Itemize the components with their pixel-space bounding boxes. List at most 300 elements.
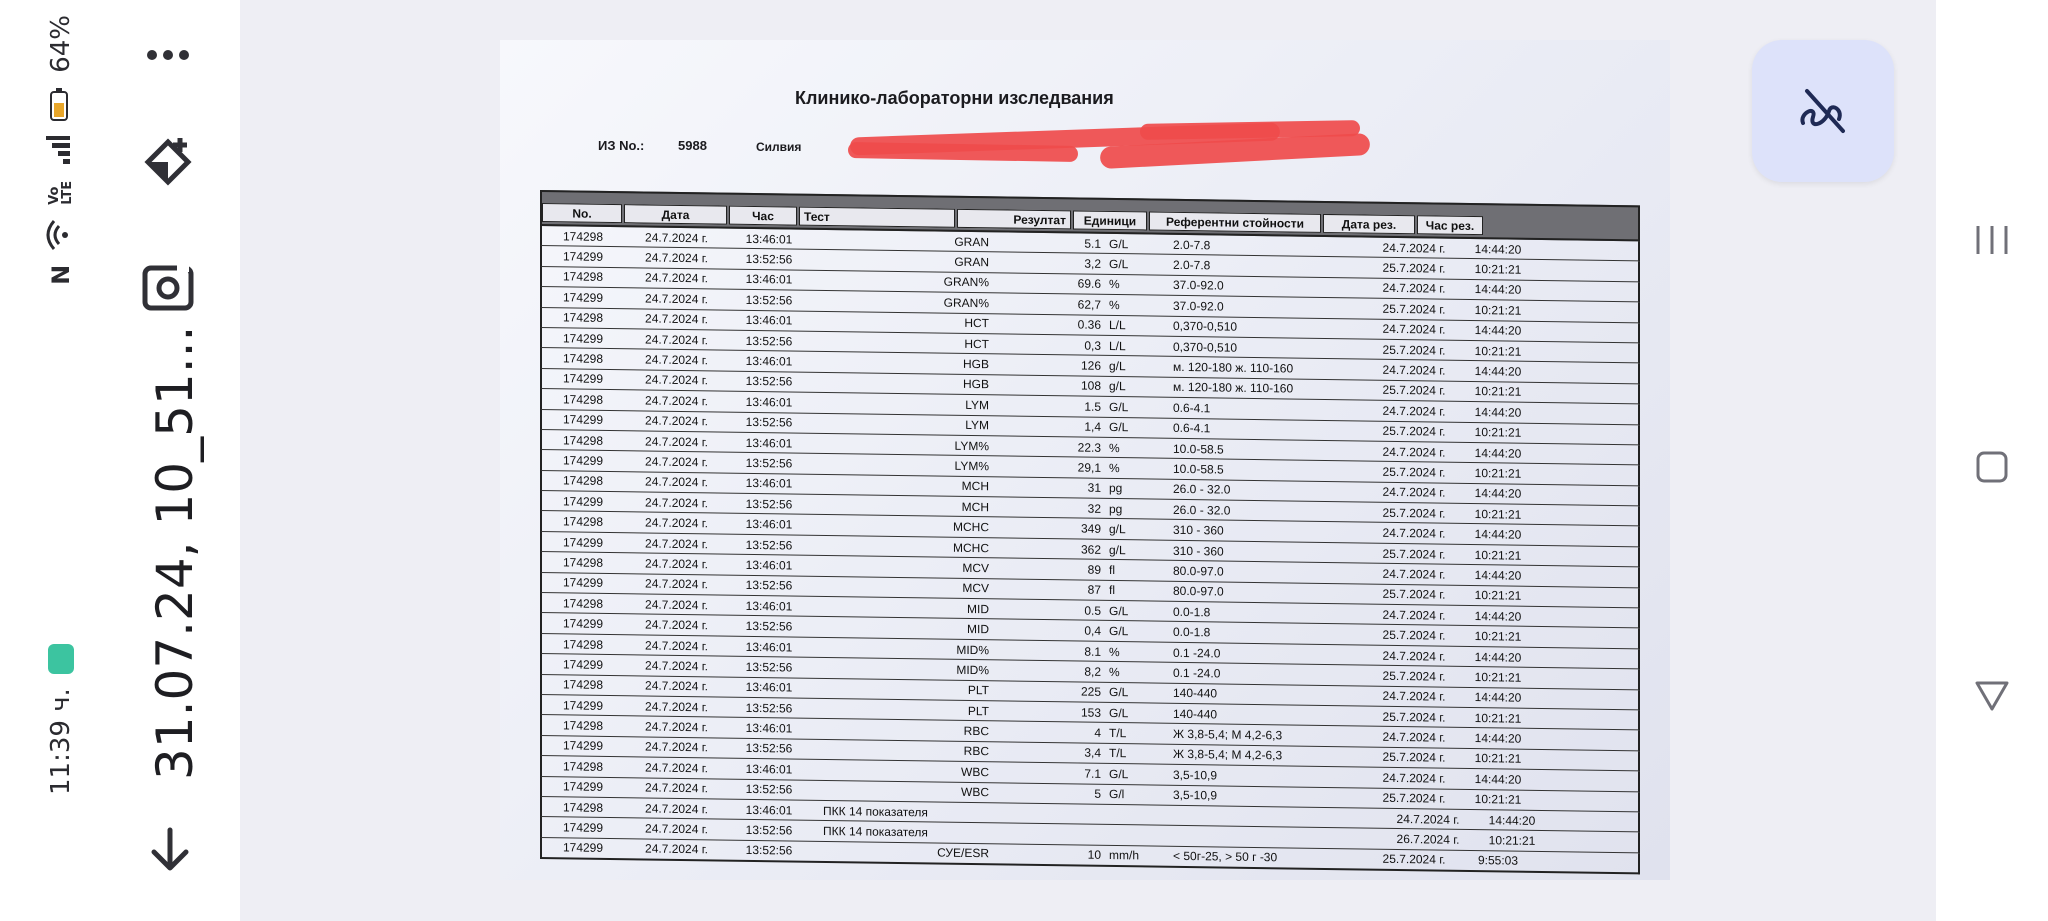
camera-lens-icon bbox=[141, 262, 195, 312]
cell-unit: G/L bbox=[1109, 685, 1129, 700]
cell-test: ПКК 14 показателя bbox=[823, 803, 928, 820]
cell-result-time: 10:21:21 bbox=[1474, 262, 1522, 277]
cell-number: 174299 bbox=[562, 330, 604, 346]
cell-number: 174298 bbox=[562, 677, 604, 693]
cell-result-date: 24.7.2024 г. bbox=[1382, 648, 1446, 664]
cell-result: 126 bbox=[1080, 358, 1101, 373]
battery-icon bbox=[46, 87, 76, 121]
cell-result-date: 24.7.2024 г. bbox=[1382, 607, 1446, 623]
cell-date: 24.7.2024 г. bbox=[645, 617, 708, 633]
cell-result: 10 bbox=[1087, 848, 1101, 863]
iz-value: 5988 bbox=[678, 138, 707, 153]
cell-number: 174298 bbox=[562, 514, 604, 530]
cell-reference: 2.0-7.8 bbox=[1173, 237, 1211, 253]
cell-unit bbox=[1119, 835, 1179, 836]
cell-unit bbox=[1119, 815, 1179, 816]
cell-test: HCT bbox=[964, 316, 989, 331]
cell-result: 89 bbox=[1087, 562, 1101, 577]
cell-test: LYM% bbox=[954, 458, 989, 474]
cell-reference: 0.1 -24.0 bbox=[1173, 665, 1221, 681]
cell-reference: 0,370-0,510 bbox=[1173, 319, 1238, 334]
cell-number: 174299 bbox=[562, 820, 604, 835]
cell-result-time: 10:21:21 bbox=[1474, 792, 1522, 807]
cell-result: 4 bbox=[1094, 725, 1101, 740]
cell-number: 174298 bbox=[562, 555, 604, 570]
edit-shapes-icon bbox=[140, 132, 196, 188]
cell-date: 24.7.2024 г. bbox=[645, 250, 708, 266]
cell-result-date: 24.7.2024 г. bbox=[1382, 729, 1446, 745]
cell-result-date: 25.7.2024 г. bbox=[1382, 790, 1446, 806]
cell-unit: pg bbox=[1109, 501, 1123, 516]
cell-test: GRAN bbox=[954, 234, 989, 249]
cell-test: MID% bbox=[956, 642, 989, 657]
cell-date: 24.7.2024 г. bbox=[645, 495, 708, 511]
cell-date: 24.7.2024 г. bbox=[645, 760, 708, 776]
cell-result-time: 14:44:20 bbox=[1474, 282, 1522, 298]
notification-badge bbox=[48, 644, 74, 674]
cell-date: 24.7.2024 г. bbox=[645, 637, 708, 653]
cell-result-date: 24.7.2024 г. bbox=[1382, 444, 1446, 460]
cell-number: 174299 bbox=[562, 616, 604, 631]
cell-number: 174298 bbox=[562, 799, 604, 815]
cell-result-date: 25.7.2024 г. bbox=[1382, 709, 1446, 725]
cell-unit: G/L bbox=[1109, 603, 1129, 618]
cell-time: 13:52:56 bbox=[745, 578, 793, 593]
cell-result-date: 25.7.2024 г. bbox=[1382, 260, 1446, 276]
cell-result-date: 24.7.2024 г. bbox=[1382, 770, 1446, 786]
cell-time: 13:46:01 bbox=[745, 598, 793, 614]
cell-result-time: 10:21:21 bbox=[1474, 425, 1522, 440]
cell-unit: G/L bbox=[1109, 257, 1129, 272]
cell-result-date: 24.7.2024 г. bbox=[1382, 281, 1446, 297]
cell-result: 69.6 bbox=[1077, 276, 1101, 292]
cell-unit: % bbox=[1109, 460, 1120, 476]
cell-result-time: 14:44:20 bbox=[1488, 812, 1536, 828]
cell-reference: м. 120-180 ж. 110-160 bbox=[1173, 359, 1294, 376]
cell-result-time: 14:44:20 bbox=[1474, 608, 1522, 624]
cell-result: 153 bbox=[1080, 705, 1101, 720]
cell-time: 13:46:01 bbox=[745, 639, 793, 655]
cell-date: 24.7.2024 г. bbox=[645, 821, 708, 837]
cell-time: 13:46:01 bbox=[745, 680, 793, 695]
cell-test: GRAN% bbox=[943, 295, 989, 311]
cell-result-time: 9:55:03 bbox=[1477, 853, 1519, 869]
cell-result-date: 24.7.2024 г. bbox=[1382, 362, 1446, 378]
cell-date: 24.7.2024 г. bbox=[645, 311, 708, 327]
cell-number: 174298 bbox=[562, 473, 604, 489]
cell-time: 13:46:01 bbox=[745, 517, 793, 532]
lab-report bbox=[500, 40, 1670, 880]
cell-reference: 0.6-4.1 bbox=[1173, 400, 1211, 416]
cell-unit: % bbox=[1109, 277, 1120, 292]
cell-unit: g/L bbox=[1109, 542, 1126, 557]
cell-result-time: 14:44:20 bbox=[1474, 649, 1522, 665]
patient-name: Силвия bbox=[756, 140, 802, 154]
cell-reference: 37.0-92.0 bbox=[1173, 298, 1224, 314]
cell-result: 32 bbox=[1087, 501, 1101, 516]
cell-number: 174299 bbox=[562, 494, 604, 509]
cell-date: 24.7.2024 г. bbox=[645, 434, 708, 449]
cell-time: 13:46:01 bbox=[745, 313, 793, 328]
cell-result-date: 24.7.2024 г. bbox=[1382, 525, 1446, 541]
cell-date: 24.7.2024 г. bbox=[645, 372, 708, 388]
cell-test: HGB bbox=[962, 377, 989, 392]
cell-result-date: 25.7.2024 г. bbox=[1382, 505, 1446, 521]
cell-date: 24.7.2024 г. bbox=[645, 739, 708, 755]
cell-test: СУЕ/ESR bbox=[937, 845, 989, 861]
back-nav-button[interactable] bbox=[1936, 660, 2048, 730]
cell-result: 0,4 bbox=[1084, 623, 1101, 638]
cell-result-date: 25.7.2024 г. bbox=[1382, 627, 1446, 643]
cell-time: 13:52:56 bbox=[745, 822, 793, 838]
cell-time: 13:52:56 bbox=[745, 333, 793, 349]
cell-number: 174299 bbox=[562, 371, 604, 387]
cell-number: 174299 bbox=[562, 657, 604, 672]
cell-number: 174298 bbox=[562, 636, 604, 652]
cell-date: 24.7.2024 г. bbox=[645, 230, 708, 246]
cell-reference: 10.0-58.5 bbox=[1173, 441, 1224, 457]
cell-time: 13:46:01 bbox=[745, 353, 793, 369]
cell-result: 62,7 bbox=[1077, 297, 1101, 312]
cell-date: 24.7.2024 г. bbox=[645, 393, 708, 409]
more-options-button[interactable] bbox=[140, 35, 196, 75]
cell-number: 174298 bbox=[562, 392, 604, 407]
file-title: 31.07.24, 10_51... bbox=[146, 325, 204, 780]
cell-test: LYM% bbox=[954, 438, 989, 453]
cell-time: 13:52:56 bbox=[745, 659, 793, 675]
cell-reference: 0.0-1.8 bbox=[1173, 624, 1211, 640]
cell-unit: T/L bbox=[1109, 746, 1127, 761]
cell-test: MCV bbox=[962, 560, 989, 576]
cell-test: WBC bbox=[961, 764, 989, 780]
cell-reference: 26.0 - 32.0 bbox=[1173, 482, 1231, 498]
cell-date: 24.7.2024 г. bbox=[645, 597, 708, 613]
cell-number: 174298 bbox=[562, 310, 604, 326]
cell-number: 174298 bbox=[562, 432, 604, 448]
cell-test: PLT bbox=[967, 683, 989, 698]
cell-reference: 310 - 360 bbox=[1173, 543, 1224, 559]
cell-number: 174298 bbox=[562, 718, 604, 733]
cell-number: 174299 bbox=[562, 534, 604, 550]
cell-result-date: 24.7.2024 г. bbox=[1382, 485, 1446, 501]
cell-result: 349 bbox=[1080, 521, 1101, 536]
cell-time: 13:46:01 bbox=[745, 557, 793, 573]
cell-time: 13:52:56 bbox=[745, 292, 793, 308]
cell-result: 1,4 bbox=[1084, 419, 1101, 435]
cell-time: 13:46:01 bbox=[745, 435, 793, 451]
cell-result-time: 14:44:20 bbox=[1474, 690, 1522, 705]
cell-unit: G/L bbox=[1109, 236, 1129, 251]
cell-result-date: 25.7.2024 г. bbox=[1382, 852, 1446, 868]
cell-date: 24.7.2024 г. bbox=[645, 780, 708, 796]
cell-date: 24.7.2024 г. bbox=[645, 454, 708, 470]
cell-reference: м. 120-180 ж. 110-160 bbox=[1173, 380, 1294, 396]
cell-result-time: 10:21:21 bbox=[1488, 833, 1536, 848]
column-header: No. bbox=[542, 203, 622, 223]
cell-unit: T/L bbox=[1109, 726, 1127, 741]
cell-test: RBC bbox=[963, 723, 989, 739]
cell-unit: G/L bbox=[1109, 624, 1129, 639]
signal-icon bbox=[45, 135, 78, 165]
cell-result-time: 10:21:21 bbox=[1474, 629, 1522, 644]
cell-result-date: 25.7.2024 г. bbox=[1382, 668, 1446, 684]
cell-test: GRAN% bbox=[943, 275, 989, 290]
recent-apps-button[interactable] bbox=[1936, 205, 2048, 275]
cell-date: 24.7.2024 г. bbox=[645, 270, 708, 286]
cell-reference: 3,5-10,9 bbox=[1173, 788, 1218, 803]
cell-time: 13:46:01 bbox=[745, 476, 793, 491]
cell-result-date: 25.7.2024 г. bbox=[1382, 546, 1446, 562]
cell-result: 8.1 bbox=[1084, 644, 1101, 659]
cell-unit: g/L bbox=[1109, 522, 1126, 537]
cell-result: 225 bbox=[1080, 684, 1101, 700]
cell-time: 13:46:01 bbox=[745, 720, 793, 736]
cell-test: MCH bbox=[961, 479, 989, 494]
cell-result: 22.3 bbox=[1077, 440, 1101, 455]
cell-unit: pg bbox=[1109, 481, 1123, 496]
triangle-back-icon bbox=[1972, 675, 2012, 715]
status-bar bbox=[22, 15, 100, 795]
cell-number: 174298 bbox=[562, 759, 604, 774]
table-body bbox=[540, 226, 1640, 874]
cell-result: 29,1 bbox=[1077, 460, 1101, 475]
cell-reference: Ж 3,8-5,4; М 4,2-6,3 bbox=[1173, 747, 1283, 763]
cell-unit: fl bbox=[1109, 583, 1115, 598]
cell-test: MCHC bbox=[953, 519, 989, 535]
cell-number: 174299 bbox=[562, 453, 604, 468]
column-header: Час bbox=[729, 206, 797, 226]
cell-date: 24.7.2024 г. bbox=[645, 536, 708, 551]
draw-off-icon bbox=[1795, 83, 1851, 139]
cell-result-date: 25.7.2024 г. bbox=[1382, 587, 1446, 602]
cell-test: LYM bbox=[965, 397, 989, 413]
cell-date: 24.7.2024 г. bbox=[645, 576, 708, 592]
cell-time: 13:46:01 bbox=[745, 272, 793, 287]
recents-icon bbox=[1972, 222, 2012, 258]
cell-result-time: 14:44:20 bbox=[1474, 323, 1522, 338]
arrow-down-icon bbox=[148, 826, 192, 874]
home-button[interactable] bbox=[1936, 432, 2048, 502]
cell-result-time: 14:44:20 bbox=[1474, 486, 1522, 502]
cell-unit: G/L bbox=[1109, 705, 1129, 720]
cell-reference: 37.0-92.0 bbox=[1173, 278, 1224, 294]
more-vertical-icon bbox=[146, 49, 190, 61]
cell-time: 13:52:56 bbox=[745, 537, 793, 553]
results-table bbox=[540, 190, 1640, 874]
cell-reference bbox=[1179, 816, 1384, 819]
column-header: Резултат bbox=[957, 209, 1071, 230]
cell-result-time: 10:21:21 bbox=[1474, 506, 1522, 522]
cell-test: MCV bbox=[962, 581, 989, 596]
report-title: Клинико-лабораторни изследвания bbox=[795, 88, 1114, 108]
cell-reference: 0.0-1.8 bbox=[1173, 604, 1211, 620]
cell-result-time: 10:21:21 bbox=[1474, 547, 1522, 563]
cell-result-date: 25.7.2024 г. bbox=[1382, 464, 1446, 480]
cell-time: 13:52:56 bbox=[745, 455, 793, 471]
cell-result-time: 10:21:21 bbox=[1474, 751, 1522, 767]
column-header: Дата рез. bbox=[1323, 214, 1415, 234]
cell-reference: < 50г-25, > 50 г -30 bbox=[1173, 849, 1278, 865]
cell-result-time: 14:44:20 bbox=[1474, 567, 1522, 583]
cell-unit: G/L bbox=[1109, 420, 1129, 435]
cell-unit: G/L bbox=[1109, 766, 1129, 782]
cell-result bbox=[1009, 813, 1119, 815]
cell-test: MID bbox=[967, 601, 989, 616]
cell-reference: 0,370-0,510 bbox=[1173, 339, 1238, 355]
cell-result-date: 24.7.2024 г. bbox=[1382, 322, 1446, 337]
cell-date: 24.7.2024 г. bbox=[645, 678, 708, 694]
column-header: Референтни стойности bbox=[1149, 212, 1321, 233]
cell-number: 174299 bbox=[562, 412, 604, 428]
cell-result-date: 25.7.2024 г. bbox=[1382, 750, 1446, 766]
back-button[interactable] bbox=[138, 818, 202, 882]
cell-unit: g/L bbox=[1109, 358, 1126, 374]
cell-number: 174299 bbox=[562, 575, 604, 591]
cell-result-time: 14:44:20 bbox=[1474, 445, 1522, 461]
cell-number: 174298 bbox=[562, 229, 604, 244]
cell-result-time: 10:21:21 bbox=[1474, 588, 1522, 604]
cell-reference: 310 - 360 bbox=[1173, 522, 1224, 538]
cell-result: 5 bbox=[1094, 786, 1101, 802]
cell-time: 13:46:01 bbox=[745, 761, 793, 777]
cell-result-time: 10:21:21 bbox=[1474, 302, 1522, 318]
cell-time: 13:52:56 bbox=[745, 415, 793, 430]
column-header: Единици bbox=[1073, 210, 1147, 230]
cell-number: 174299 bbox=[562, 779, 604, 795]
cell-result-date: 25.7.2024 г. bbox=[1382, 383, 1446, 399]
cell-date: 24.7.2024 г. bbox=[645, 515, 708, 531]
cell-number: 174299 bbox=[562, 840, 604, 856]
cell-number: 174299 bbox=[562, 738, 604, 754]
cell-result-date: 25.7.2024 г. bbox=[1382, 342, 1446, 358]
cell-time: 13:52:56 bbox=[745, 374, 793, 389]
cell-time: 13:52:56 bbox=[745, 843, 793, 858]
cell-time: 13:52:56 bbox=[745, 782, 793, 797]
cell-result: 31 bbox=[1087, 481, 1101, 496]
cell-result-time: 10:21:21 bbox=[1474, 466, 1522, 481]
cell-result: 362 bbox=[1080, 542, 1101, 557]
cell-unit: G/l bbox=[1109, 787, 1125, 802]
cell-date: 24.7.2024 г. bbox=[645, 719, 708, 735]
cell-unit: g/L bbox=[1109, 379, 1126, 394]
cell-unit: mm/h bbox=[1109, 848, 1139, 863]
cell-date: 24.7.2024 г. bbox=[645, 658, 708, 674]
cell-result: 0.36 bbox=[1077, 317, 1101, 333]
cell-time: 13:52:56 bbox=[745, 618, 793, 634]
cell-result-date: 24.7.2024 г. bbox=[1382, 689, 1446, 704]
cell-date: 24.7.2024 г. bbox=[645, 556, 708, 572]
cell-result: 87 bbox=[1087, 582, 1101, 598]
cell-number: 174298 bbox=[562, 596, 604, 611]
cell-time: 13:46:01 bbox=[745, 802, 793, 818]
cell-time: 13:46:01 bbox=[745, 231, 793, 247]
cell-result-time: 10:21:21 bbox=[1474, 710, 1522, 726]
cell-test: MCH bbox=[961, 499, 989, 515]
cell-date: 24.7.2024 г. bbox=[645, 291, 708, 307]
cell-result-time: 14:44:20 bbox=[1474, 241, 1522, 257]
cell-date: 24.7.2024 г. bbox=[645, 474, 708, 490]
cell-result-time: 10:21:21 bbox=[1474, 669, 1522, 685]
cell-result-time: 14:44:20 bbox=[1474, 404, 1522, 420]
cell-test: HGB bbox=[962, 356, 989, 372]
cell-unit: % bbox=[1109, 664, 1120, 679]
cell-unit: fl bbox=[1109, 562, 1115, 577]
cell-number: 174299 bbox=[562, 249, 604, 264]
cell-test: LYM bbox=[965, 418, 989, 433]
cell-time: 13:52:56 bbox=[745, 251, 793, 267]
cell-test: RBC bbox=[963, 744, 989, 759]
cell-test: PLT bbox=[967, 703, 989, 718]
nfc-icon: N bbox=[47, 264, 75, 285]
cell-result: 7.1 bbox=[1084, 766, 1101, 781]
cell-unit: % bbox=[1109, 297, 1120, 312]
cell-reference: 80.0-97.0 bbox=[1173, 563, 1224, 579]
status-time: 11:39 ч. bbox=[46, 688, 76, 795]
cell-time: 13:52:56 bbox=[745, 741, 793, 756]
cell-date: 24.7.2024 г. bbox=[645, 352, 708, 368]
cell-reference: 140-440 bbox=[1173, 686, 1218, 701]
wifi-icon bbox=[45, 219, 78, 251]
column-header: Тест bbox=[799, 207, 955, 228]
battery-percent: 64% bbox=[46, 15, 76, 73]
cell-result-date: 26.7.2024 г. bbox=[1396, 831, 1460, 847]
cell-test: WBC bbox=[961, 785, 989, 800]
cell-reference: 80.0-97.0 bbox=[1173, 584, 1224, 599]
cell-result-time: 14:44:20 bbox=[1474, 364, 1522, 379]
cell-reference: 2.0-7.8 bbox=[1173, 257, 1211, 273]
document-photo[interactable] bbox=[500, 40, 1670, 880]
cell-unit: % bbox=[1109, 644, 1120, 659]
cell-reference bbox=[1179, 836, 1384, 839]
cell-number: 174298 bbox=[562, 269, 604, 285]
cell-result: 1.5 bbox=[1084, 399, 1101, 414]
cell-number: 174299 bbox=[562, 697, 604, 713]
cell-date: 24.7.2024 г. bbox=[645, 841, 708, 857]
cell-result-date: 24.7.2024 г. bbox=[1382, 240, 1446, 256]
cell-result: 3,2 bbox=[1084, 256, 1101, 271]
cell-date: 24.7.2024 г. bbox=[645, 801, 708, 816]
cell-reference: 0.1 -24.0 bbox=[1173, 645, 1221, 661]
cell-result-time: 14:44:20 bbox=[1474, 527, 1522, 542]
cell-reference: 10.0-58.5 bbox=[1173, 461, 1224, 477]
cell-result: 3,4 bbox=[1084, 746, 1101, 761]
cell-unit: G/L bbox=[1109, 399, 1129, 415]
edit-button[interactable] bbox=[136, 128, 200, 192]
cell-result-date: 24.7.2024 г. bbox=[1382, 403, 1446, 419]
redaction-mark bbox=[848, 142, 1078, 162]
cell-result: 0,3 bbox=[1084, 338, 1101, 353]
cell-unit: % bbox=[1109, 440, 1120, 455]
cell-test: HCT bbox=[964, 336, 989, 351]
cell-date: 24.7.2024 г. bbox=[645, 413, 708, 429]
cell-result-date: 25.7.2024 г. bbox=[1382, 301, 1446, 317]
app-toolbar bbox=[0, 0, 240, 921]
cell-reference: 26.0 - 32.0 bbox=[1173, 502, 1231, 518]
cell-time: 13:52:56 bbox=[745, 700, 793, 716]
cell-result: 8,2 bbox=[1084, 664, 1101, 679]
cell-test: MID% bbox=[956, 662, 989, 678]
cell-result-time: 10:21:21 bbox=[1474, 343, 1522, 359]
cell-result-date: 25.7.2024 г. bbox=[1382, 423, 1446, 439]
cell-date: 24.7.2024 г. bbox=[645, 699, 708, 715]
cell-unit: L/L bbox=[1109, 338, 1126, 353]
lens-button[interactable] bbox=[136, 255, 200, 319]
home-icon bbox=[1972, 447, 2012, 487]
draw-toggle-button[interactable] bbox=[1752, 40, 1894, 182]
cell-result: 108 bbox=[1080, 378, 1101, 394]
network-type: Vo LTE bbox=[47, 180, 75, 205]
cell-test: ПКК 14 показателя bbox=[823, 823, 928, 840]
